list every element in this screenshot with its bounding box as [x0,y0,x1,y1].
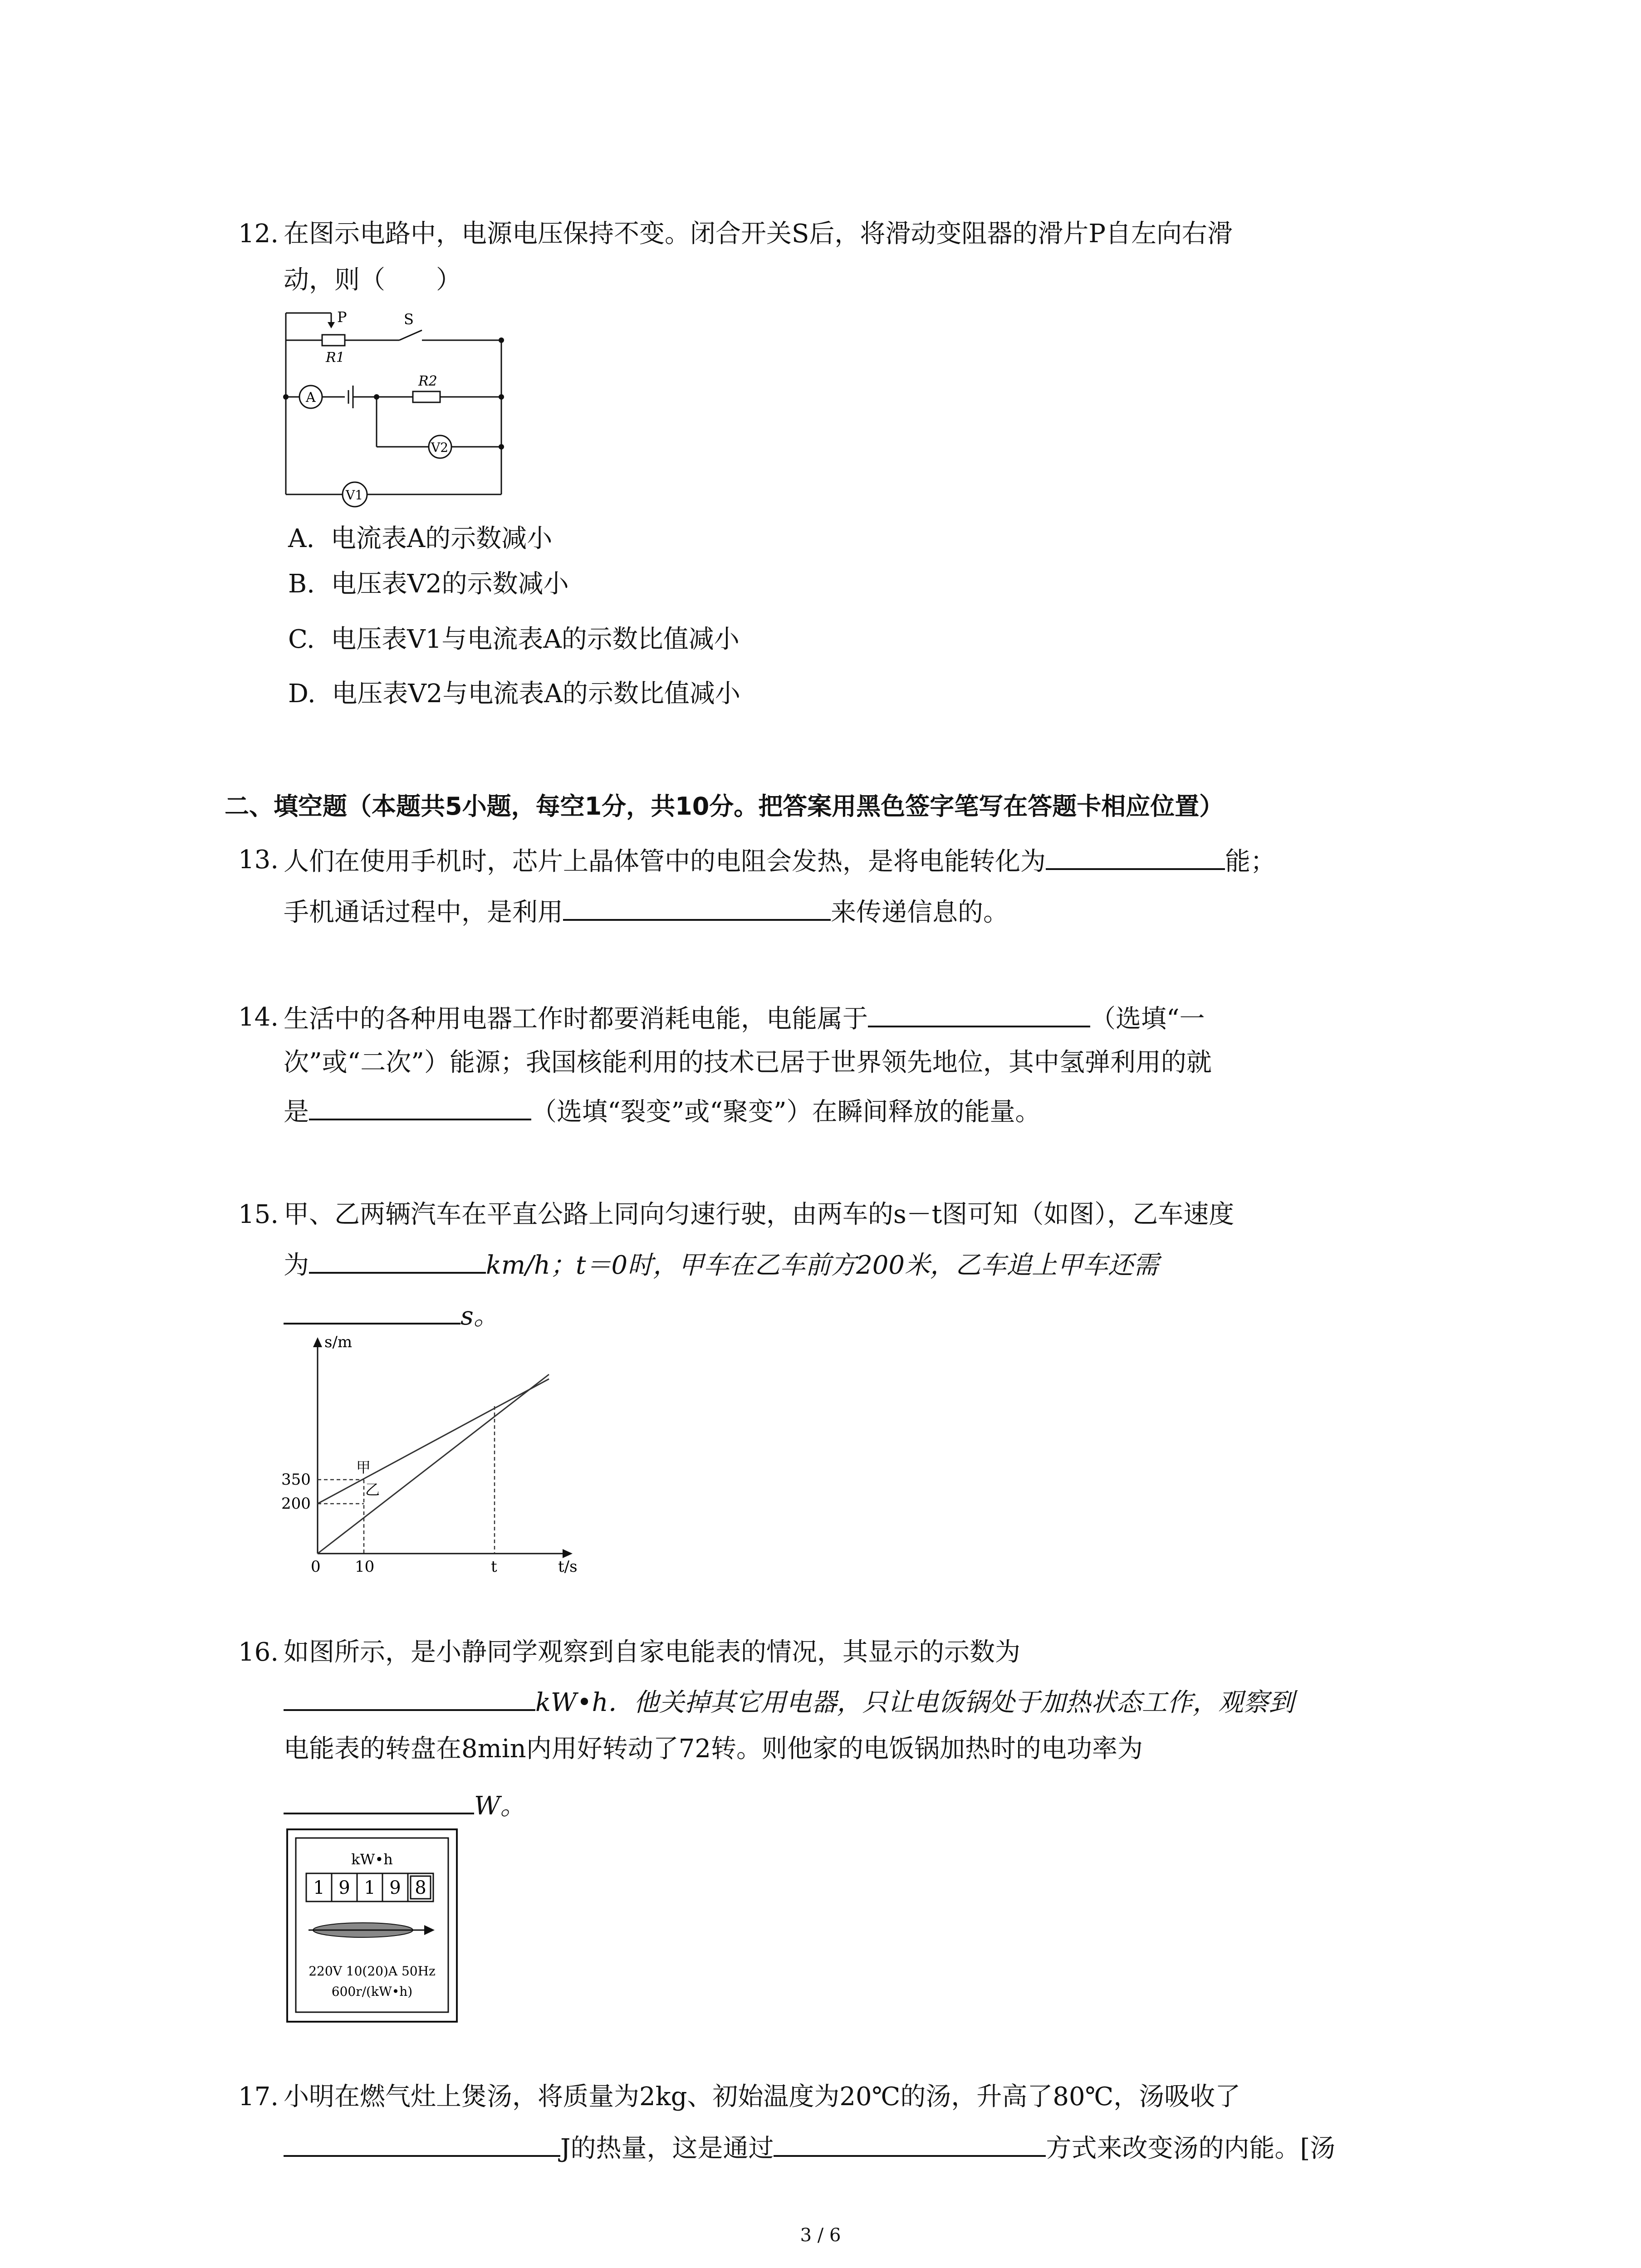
section-header-fill-in: 二、填空题（本题共5小题，每空1分，共10分。把答案用黑色签字笔写在答题卡相应位置） [225,792,1224,821]
y-axis-label: s/m [324,1333,353,1351]
origin-label: 0 [311,1558,321,1574]
q14-line2: 次”或“二次”）能源；我国核能利用的技术已居于世界领先地位，其中氢弹利用的就 [284,1048,1212,1077]
meter-digit-3: 1 [364,1877,376,1898]
q13-number: 13. [238,845,279,875]
meter-digit-2: 9 [338,1877,350,1898]
q14-number: 14. [238,1002,279,1032]
label-jia: 甲 [356,1459,371,1476]
label-p: P [337,308,347,326]
line-yi [318,1374,549,1554]
meter-spec-1: 220V 10(20)A 50Hz [309,1964,436,1979]
meter-spec-2: 600r/(kW•h) [331,1984,413,1999]
q13-line1: 人们在使用手机时，芯片上晶体管中的电阻会发热，是将电能转化为 能； [284,843,1276,879]
q17-line1: 小明在燃气灶上煲汤，将质量为2kg、初始温度为20℃的汤，升高了80℃，汤吸收了 [284,2082,1241,2112]
q14-line3: 是 （选填“裂变”或“聚变”）在瞬间释放的能量。 [284,1093,1041,1129]
q12-option-a: A. 电流表A的示数减小 [288,524,553,553]
q14-line1: 生活中的各种用电器工作时都要消耗电能，电能属于 （选填“一 [284,1000,1205,1036]
q15-line2: 为 km/h；t＝0时，甲车在乙车前方200米，乙车追上甲车还需 [284,1246,1159,1283]
label-v1: V1 [346,488,363,503]
q16-blank-1[interactable] [284,1684,535,1711]
x-axis-label: t/s [558,1558,578,1574]
label-r1: R1 [326,350,345,366]
q16-number: 16. [238,1637,279,1667]
q17-blank-2[interactable] [774,2130,1046,2157]
label-r2: R2 [418,373,437,389]
label-a: A [306,390,316,406]
q16-line4: W。 [284,1787,526,1823]
q15-line3: s。 [284,1297,499,1334]
q13-blank-1[interactable] [1046,843,1225,870]
q16-line3: 电能表的转盘在8min内用好转动了72转。则他家的电饭锅加热时的电功率为 [284,1734,1143,1764]
q12-option-c: C. 电压表V1与电流表A的示数比值减小 [288,625,740,654]
q16-electricity-meter [286,1828,458,2023]
q12-line1: 在图示电路中，电源电压保持不变。闭合开关S后，将滑动变阻器的滑片P自左向右滑 [284,219,1233,249]
q12-circuit-diagram [272,308,508,508]
label-yi: 乙 [365,1481,380,1498]
meter-digit-5: 8 [415,1877,426,1898]
q12-number: 12. [238,219,279,249]
q15-st-graph [268,1329,594,1574]
y-tick-200: 200 [281,1495,311,1513]
label-v2: V2 [431,440,449,455]
label-s: S [404,311,414,328]
q17-line2: J的热量，这是通过 方式来改变汤的内能。[汤 [284,2130,1335,2166]
q15-blank-1[interactable] [309,1246,486,1274]
q16-line2: kW•h．他关掉其它用电器，只让电饭锅处于加热状态工作，观察到 [284,1684,1294,1720]
meter-digit-4: 9 [389,1877,401,1898]
q13-line2: 手机通话过程中，是利用 来传递信息的。 [284,894,1009,930]
q14-blank-1[interactable] [868,1000,1090,1027]
q15-blank-2[interactable] [284,1297,460,1325]
meter-digit-1: 1 [313,1877,325,1898]
q14-blank-2[interactable] [309,1093,531,1120]
x-tick-10: 10 [355,1558,375,1574]
q15-number: 15. [238,1200,279,1229]
q12-line2: 动，则（ ） [284,265,461,295]
q16-blank-2[interactable] [284,1787,474,1814]
q12-option-d: D. 电压表V2与电流表A的示数比值减小 [288,679,740,709]
page-number: 3 / 6 [800,2225,841,2246]
q13-blank-2[interactable] [563,894,831,921]
q17-number: 17. [238,2082,279,2112]
x-tick-t: t [491,1558,497,1574]
line-jia [318,1379,549,1504]
q17-blank-1[interactable] [284,2130,560,2157]
q15-line1: 甲、乙两辆汽车在平直公路上同向匀速行驶，由两车的s－t图可知（如图），乙车速度 [284,1200,1234,1229]
y-tick-350: 350 [281,1471,311,1489]
meter-unit: kW•h [351,1851,393,1868]
q16-line1: 如图所示，是小静同学观察到自家电能表的情况，其显示的示数为 [284,1637,1020,1667]
q12-option-b: B. 电压表V2的示数减小 [288,569,569,599]
